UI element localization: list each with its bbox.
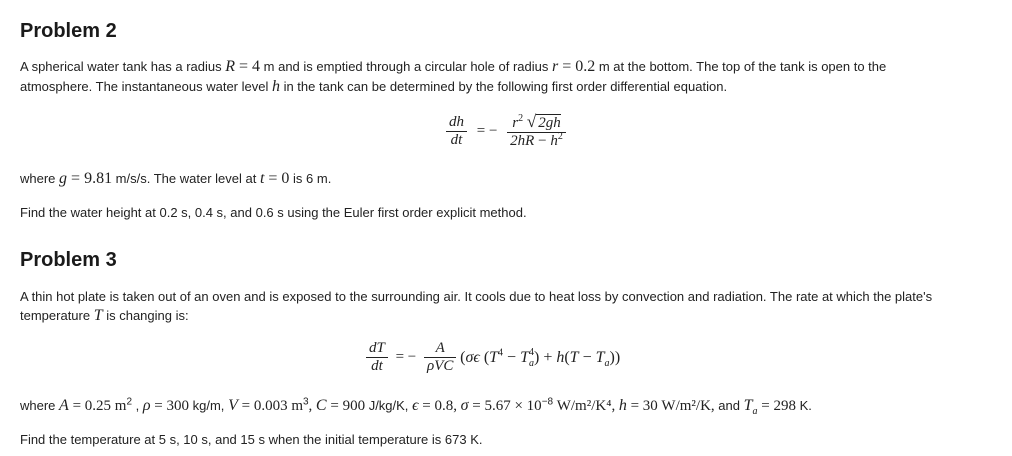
C-value: 900 [342, 398, 366, 414]
h-value: 30 [642, 398, 658, 414]
g-value: 9.81 [84, 170, 113, 187]
text: is 6 m. [289, 171, 332, 186]
Ta-label: and [718, 398, 740, 413]
text: m at the bottom. The top of the tank is open to the [595, 59, 887, 74]
Ta-value: 298 [773, 398, 796, 414]
problem-2-where: where g = 9.81 m/s/s. The water level at t = 0 is 6 m. [20, 170, 332, 187]
eps-value: 0.8, [434, 398, 457, 414]
var-R: R [225, 58, 236, 75]
var-g: g [59, 170, 68, 187]
text: atmosphere. The instantaneous water level [20, 79, 272, 94]
problem-3-where: where A = 0.25 $m^2$ , ρ = 300 kg/m, V = 0.003 $m^3$, C = 900 J/kg/K, ϵ = 0.8, $\sigma = 5.67 \times 10^{-8}$ W/m²/K⁴, h = 30 W/m²/K, and $T_a = 298$ K. [20, 396, 812, 418]
h-unit: W/m²/K, [661, 398, 715, 414]
text: temperature [20, 308, 94, 323]
var-T: T [93, 307, 103, 324]
sigma-exponent: −8 [541, 396, 554, 408]
equation-dh-dt: $\frac{dh}{dt}$ = − $\frac{r^2 √ 2gh}{2hR - h^2}$ [446, 112, 566, 150]
problem-2-intro-line-2 [20, 77, 727, 97]
fraction-rhs: $\frac{r^2 √ 2gh}{2hR - h^2}$ [507, 112, 566, 150]
sigma-value: 5.67 × 10 [484, 398, 542, 414]
problem-2-title: Problem 2 [20, 20, 117, 42]
fraction-dh-dt: $\frac{dh}{dt}$ [446, 114, 467, 149]
rho-unit: kg/m, [192, 398, 225, 413]
Ta-unit: K. [799, 398, 812, 413]
problem-3-intro-line-2 [20, 306, 189, 326]
text: where [20, 398, 60, 413]
problem-2-intro-line-1: A spherical water tank has a radius R = 4 m and is emptied through a circular hole of radius r = 0.2 m at the bottom. The top of the tank is open to the [20, 58, 887, 75]
problem-3-task: Find the temperature at 5 s, 10 s, and 15 s when the initial temperature is 673 K. [20, 432, 483, 447]
V-value: 0.003 [253, 398, 288, 414]
text: is changing is: [102, 308, 189, 323]
problem-3-title: Problem 3 [20, 249, 117, 271]
text: in the tank can be determined by the following first order differential equation. [279, 79, 728, 94]
equation-dT-dt: $\frac{dT}{dt}$ = − $\frac{A}{\text{ρVC}}$ (σϵ $(T^4 - T_a^4) + h(T - T_a)$) [366, 340, 620, 375]
r-value: 0.2 [575, 58, 596, 75]
text: m and is emptied through a circular hole of radius [260, 59, 552, 74]
var-t: t [259, 170, 265, 187]
t-value: 0 [281, 170, 290, 187]
var-h: h [271, 78, 280, 95]
rho-value: 300 [166, 398, 190, 414]
V-unit: m [291, 398, 303, 414]
text: m/s/s. The water level at [112, 171, 260, 186]
text: A spherical water tank has a radius [20, 59, 226, 74]
A-value: 0.25 [84, 398, 112, 414]
problem-2-task: Find the water height at 0.2 s, 0.4 s, and 0.6 s using the Euler first order explicit method. [20, 205, 527, 220]
text: where [20, 171, 60, 186]
C-unit: J/kg/K, [368, 398, 409, 413]
problem-3-intro-line-1: A thin hot plate is taken out of an oven and is exposed to the surrounding air. It cools due to heat loss by convection and radiation. The rate at which the plate's [20, 289, 933, 304]
sigma-unit: W/m²/K⁴, [556, 398, 616, 414]
fraction-A-over-rhoVC: $\frac{A}{\text{ρVC}}$ [424, 340, 456, 375]
R-value: 4 [252, 58, 261, 75]
var-r: r [551, 58, 559, 75]
fraction-dT-dt: $\frac{dT}{dt}$ [366, 340, 388, 375]
A-unit: m [114, 398, 127, 414]
